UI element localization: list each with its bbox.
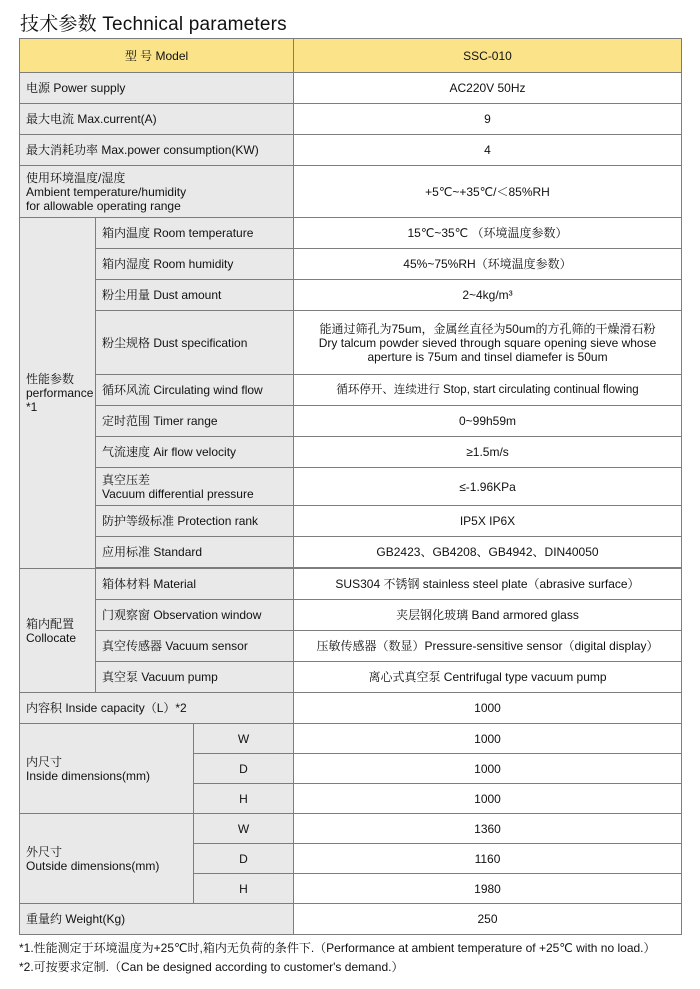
vacuum-pressure-label-cn: 真空压差 <box>102 472 151 487</box>
table-row <box>20 406 682 437</box>
power-supply-value: AC220V 50Hz <box>294 73 682 104</box>
vacuum-pressure-label-en: Vacuum differential pressure <box>102 486 254 501</box>
model-value: SSC-010 <box>294 39 682 73</box>
table-row <box>20 506 682 537</box>
table-row <box>20 437 682 468</box>
room-temperature-label: 箱内温度 Room temperature <box>96 218 294 249</box>
table-header-row <box>20 39 682 73</box>
standard-label: 应用标准 Standard <box>96 537 294 568</box>
inside-dim-key: W <box>194 724 294 754</box>
inside-dim-key: D <box>194 754 294 784</box>
weight-value: 250 <box>294 904 682 935</box>
performance-label-en: performance <box>26 386 94 400</box>
inside-dim-value: 1000 <box>294 724 682 754</box>
footnotes <box>19 939 656 977</box>
spec-table <box>19 38 682 935</box>
dust-spec-line: Dry talcum powder sieved through square opening sieve whose <box>318 335 657 350</box>
ambient-label-line: 使用环境温度/湿度 <box>26 170 126 185</box>
table-row <box>20 631 682 662</box>
ambient-label <box>20 166 294 218</box>
outside-dim-value: 1980 <box>294 874 682 904</box>
inside-dims-label-cn: 内尺寸 <box>26 754 63 769</box>
vacuum-sensor-label: 真空传感器 Vacuum sensor <box>96 631 294 662</box>
inside-dims-label-en: Inside dimensions(mm) <box>26 768 151 783</box>
inside-capacity-value: 1000 <box>294 693 682 724</box>
table-row <box>20 104 682 135</box>
dust-spec-value <box>294 311 682 375</box>
material-value: SUS304 不锈钢 stainless steel plate（abrasive surface） <box>294 569 682 600</box>
page-title: 技术参数 Technical parameters <box>20 14 287 35</box>
max-current-value: 9 <box>294 104 682 135</box>
collocate-label-en: Collocate <box>26 630 77 645</box>
wind-flow-value: 循环停开、连续进行 Stop, start circulating continual flowing <box>294 375 682 406</box>
air-flow-value: ≥1.5m/s <box>294 437 682 468</box>
table-row <box>20 135 682 166</box>
outside-dim-value: 1360 <box>294 814 682 844</box>
room-temperature-value: 15℃~35℃ （环境温度参数） <box>294 218 682 249</box>
table-row <box>20 311 682 375</box>
table-row <box>20 724 682 754</box>
vacuum-pressure-value: ≤-1.96KPa <box>294 468 682 506</box>
dust-spec-line: 能通过筛孔为75um，金属丝直径为50um的方孔筛的干燥滑石粉 <box>319 321 656 336</box>
timer-range-label: 定时范围 Timer range <box>96 406 294 437</box>
max-power-value: 4 <box>294 135 682 166</box>
collocate-label-cn: 箱内配置 <box>26 616 75 631</box>
vacuum-sensor-value: 压敏传感器（数显）Pressure-sensitive sensor（digital display） <box>294 631 682 662</box>
table-row <box>20 249 682 280</box>
inside-dim-key: H <box>194 784 294 814</box>
ambient-label-line: Ambient temperature/humidity <box>26 184 187 199</box>
performance-label-note: *1 <box>26 400 38 414</box>
ambient-label-line: for allowable operating range <box>26 198 181 213</box>
table-row <box>20 468 682 506</box>
room-humidity-value: 45%~75%RH（环境温度参数） <box>294 249 682 280</box>
table-row <box>20 569 682 600</box>
inside-dims-label <box>20 724 194 814</box>
standard-value: GB2423、GB4208、GB4942、DIN40050 <box>294 537 682 568</box>
outside-dim-key: H <box>194 874 294 904</box>
material-label: 箱体材料 Material <box>96 569 294 600</box>
wind-flow-label: 循环风流 Circulating wind flow <box>96 375 294 406</box>
max-current-label: 最大电流 Max.current(A) <box>20 104 294 135</box>
vacuum-pressure-label <box>96 468 294 506</box>
vacuum-pump-label: 真空泵 Vacuum pump <box>96 662 294 693</box>
inside-dim-value: 1000 <box>294 784 682 814</box>
timer-range-value: 0~99h59m <box>294 406 682 437</box>
protection-rank-label: 防护等级标准 Protection rank <box>96 506 294 537</box>
table-row <box>20 904 682 935</box>
dust-amount-label: 粉尘用量 Dust amount <box>96 280 294 311</box>
performance-label-cn: 性能参数 <box>26 372 75 386</box>
outside-dim-key: D <box>194 844 294 874</box>
table-row <box>20 166 682 218</box>
inside-dim-value: 1000 <box>294 754 682 784</box>
table-row <box>20 218 682 249</box>
outside-dim-key: W <box>194 814 294 844</box>
outside-dims-label <box>20 814 194 904</box>
table-row <box>20 693 682 724</box>
observation-window-value: 夹层钢化玻璃 Band armored glass <box>294 600 682 631</box>
table-row <box>20 375 682 406</box>
vacuum-pump-value: 离心式真空泵 Centrifugal type vacuum pump <box>294 662 682 693</box>
inside-capacity-label: 内容积 Inside capacity（L）*2 <box>20 693 294 724</box>
footnote: *1.性能测定于环境温度为+25℃时,箱内无负荷的条件下.（Performance at ambient temperature of +25℃ with no load.） <box>19 941 656 955</box>
room-humidity-label: 箱内湿度 Room humidity <box>96 249 294 280</box>
power-supply-label: 电源 Power supply <box>20 73 294 104</box>
table-row <box>20 662 682 693</box>
air-flow-label: 气流速度 Air flow velocity <box>96 437 294 468</box>
dust-amount-value: 2~4kg/m³ <box>294 280 682 311</box>
outside-dims-label-en: Outside dimensions(mm) <box>26 858 160 873</box>
table-row <box>20 280 682 311</box>
table-row <box>20 537 682 568</box>
table-row <box>20 600 682 631</box>
table-row <box>20 814 682 844</box>
model-label: 型 号 Model <box>20 39 294 73</box>
collocate-group-label <box>20 569 96 693</box>
observation-window-label: 门观察窗 Observation window <box>96 600 294 631</box>
max-power-label: 最大消耗功率 Max.power consumption(KW) <box>20 135 294 166</box>
performance-group-label <box>20 218 96 569</box>
table-row <box>20 73 682 104</box>
weight-label: 重量约 Weight(Kg) <box>20 904 294 935</box>
protection-rank-value: IP5X IP6X <box>294 506 682 537</box>
footnote: *2.可按要求定制.（Can be designed according to customer's demand.） <box>19 960 404 974</box>
outside-dim-value: 1160 <box>294 844 682 874</box>
dust-spec-label: 粉尘规格 Dust specification <box>96 311 294 375</box>
dust-spec-line: aperture is 75um and tinsel diamefer is 50um <box>367 349 608 364</box>
outside-dims-label-cn: 外尺寸 <box>26 844 63 859</box>
ambient-value: +5℃~+35℃/＜85%RH <box>294 166 682 218</box>
